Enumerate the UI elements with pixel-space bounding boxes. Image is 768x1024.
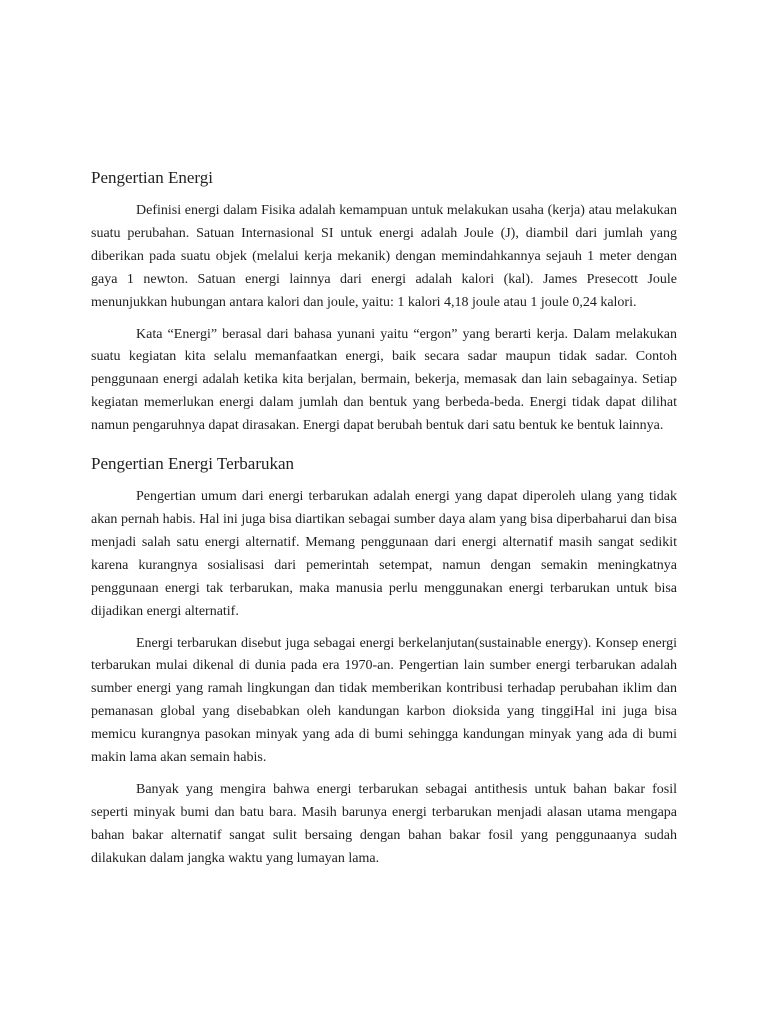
paragraph-kata-energi: Kata “Energi” berasal dari bahasa yunani yaitu “ergon” yang berarti kerja. Dalam melakukan suatu kegiatan kita selalu memanfaatkan energi, baik secara sadar maupun tidak sadar. Contoh penggunaan energi adalah ketika kita berjalan, bermain, bekerja, memasak dan lain sebagainya. Setiap kegiatan memerlukan energi dalam jumlah dan bentuk yang berbeda-beda. Energi tidak dapat dilihat namun pengaruhnya dapat dirasakan. Energi dapat berubah bentuk dari satu bentuk ke bentuk lainnya. (91, 326, 677, 434)
section-heading-pengertian-energi: Pengertian Energi (91, 168, 213, 187)
paragraph-energi-berkelanjutan: Energi terbarukan disebut juga sebagai energi berkelanjutan(sustainable energy). Konsep energi terbarukan mulai dikenal di dunia pada era 1970-an. Pengertian lain sumber energi terbarukan adalah sumber energi yang ramah lingkungan dan tidak memberikan kontribusi terhadap perubahan iklim dan pemanasan global yang disebabkan oleh kandungan karbon dioksida yang tinggiHal ini juga bisa memicu kurangnya pasokan minyak yang ada di bumi sehingga kandungan minyak yang ada di bumi makin lama akan semain habis. (91, 635, 677, 766)
document-page (91, 166, 677, 880)
paragraph-definisi-energi: Definisi energi dalam Fisika adalah kemampuan untuk melakukan usaha (kerja) atau melakukan suatu perubahan. Satuan Internasional SI untuk energi adalah Joule (J), diambil dari jumlah yang diberikan pada suatu objek (melalui kerja mekanik) dengan memindahkannya sejauh 1 meter dengan gaya 1 newton. Satuan energi lainnya dari energi adalah kalori (kal). James Presecott Joule menunjukkan hubungan antara kalori dan joule, yaitu: 1 kalori 4,18 joule atau 1 joule 0,24 kalori. (91, 203, 677, 310)
section-heading-energi-terbarukan: Pengertian Energi Terbarukan (91, 454, 295, 474)
paragraph-pengertian-umum: Pengertian umum dari energi terbarukan adalah energi yang dapat diperoleh ulang yang tidak akan pernah habis. Hal ini juga bisa diartikan sebagai sumber daya alam yang bisa diperbaharui dan bisa menjadi salah satu energi alternatif. Memang penggunaan dari energi alternatif masih sangat sedikit karena kurangnya sosialisasi dari pemerintah setempat, namun dengan semakin meningkatnya penggunaan energi tak terbarukan, maka manusia perlu menggunakan energi terbarukan untuk bisa dijadikan energi alternatif. (91, 489, 677, 619)
paragraph-antithesis-fosil: Banyak yang mengira bahwa energi terbarukan sebagai antithesis untuk bahan bakar fosil seperti minyak bumi dan batu bara. Masih barunya energi terbarukan menjadi alasan utama mengapa bahan bakar alternatif sangat sulit bersaing dengan bahan bakar fosil yang penggunaanya sudah dilakukan dalam jangka waktu yang lumayan lama. (91, 781, 677, 866)
